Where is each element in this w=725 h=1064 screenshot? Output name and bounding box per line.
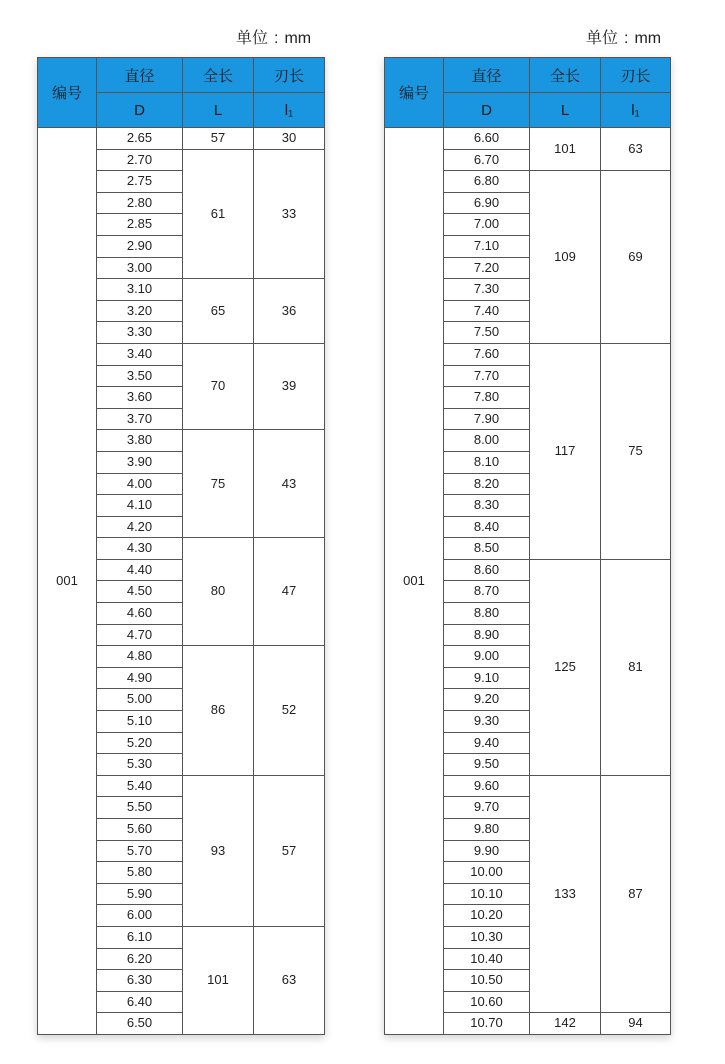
header-diameter: 直径 [97, 58, 183, 93]
diameter-cell: 9.50 [444, 754, 530, 776]
diameter-cell: 6.30 [97, 970, 183, 992]
diameter-cell: 4.10 [97, 495, 183, 517]
overall-length-cell: 133 [530, 775, 601, 1013]
diameter-cell: 9.80 [444, 819, 530, 841]
diameter-cell: 7.50 [444, 322, 530, 344]
diameter-cell: 7.00 [444, 214, 530, 236]
flute-length-cell: 87 [601, 775, 671, 1013]
diameter-cell: 3.30 [97, 322, 183, 344]
diameter-cell: 2.70 [97, 149, 183, 171]
diameter-cell: 6.70 [444, 149, 530, 171]
diameter-cell: 9.10 [444, 667, 530, 689]
diameter-cell: 7.40 [444, 300, 530, 322]
diameter-cell: 10.60 [444, 991, 530, 1013]
diameter-cell: 7.60 [444, 343, 530, 365]
overall-length-cell: 86 [183, 646, 254, 776]
diameter-cell: 3.70 [97, 408, 183, 430]
flute-length-cell: 36 [254, 279, 325, 344]
header-overall-length: 全长 [530, 58, 601, 93]
diameter-cell: 5.30 [97, 754, 183, 776]
diameter-cell: 10.20 [444, 905, 530, 927]
diameter-cell: 9.00 [444, 646, 530, 668]
diameter-cell: 9.60 [444, 775, 530, 797]
diameter-cell: 6.20 [97, 948, 183, 970]
diameter-cell: 7.20 [444, 257, 530, 279]
diameter-cell: 7.80 [444, 387, 530, 409]
unit-value: mm [634, 30, 662, 47]
diameter-cell: 3.90 [97, 451, 183, 473]
diameter-cell: 3.00 [97, 257, 183, 279]
unit-label-right [586, 28, 661, 50]
diameter-cell: 10.40 [444, 948, 530, 970]
diameter-cell: 10.30 [444, 926, 530, 948]
diameter-cell: 7.30 [444, 279, 530, 301]
diameter-cell: 6.80 [444, 171, 530, 193]
diameter-cell: 5.90 [97, 883, 183, 905]
flute-length-cell: 43 [254, 430, 325, 538]
code-cell: 001 [385, 128, 444, 1035]
overall-length-cell: 101 [183, 926, 254, 1034]
flute-length-cell: 81 [601, 559, 671, 775]
overall-length-cell: 117 [530, 343, 601, 559]
header-row-names [38, 58, 325, 93]
overall-length-cell: 61 [183, 149, 254, 279]
overall-length-cell: 75 [183, 430, 254, 538]
diameter-cell: 6.60 [444, 128, 530, 150]
header-diameter-symbol: D [444, 93, 530, 128]
flute-length-cell: 63 [601, 128, 671, 171]
diameter-cell: 5.00 [97, 689, 183, 711]
diameter-cell: 7.10 [444, 235, 530, 257]
unit-label-text: 单位 [236, 30, 269, 47]
diameter-cell: 5.70 [97, 840, 183, 862]
diameter-cell: 8.70 [444, 581, 530, 603]
diameter-cell: 3.50 [97, 365, 183, 387]
flute-length-cell: 47 [254, 538, 325, 646]
diameter-cell: 3.40 [97, 343, 183, 365]
diameter-cell: 6.40 [97, 991, 183, 1013]
diameter-cell: 5.60 [97, 819, 183, 841]
diameter-cell: 5.50 [97, 797, 183, 819]
header-flute-symbol: l₁ [601, 93, 671, 128]
diameter-cell: 8.30 [444, 495, 530, 517]
diameter-cell: 5.40 [97, 775, 183, 797]
diameter-cell: 8.00 [444, 430, 530, 452]
diameter-cell: 8.60 [444, 559, 530, 581]
unit-label-left [236, 28, 311, 50]
diameter-cell: 2.90 [97, 235, 183, 257]
overall-length-cell: 57 [183, 128, 254, 150]
table-row [38, 128, 325, 150]
diameter-cell: 2.65 [97, 128, 183, 150]
diameter-cell: 7.70 [444, 365, 530, 387]
diameter-cell: 10.10 [444, 883, 530, 905]
flute-length-cell: 57 [254, 775, 325, 926]
code-cell: 001 [38, 128, 97, 1035]
diameter-cell: 7.90 [444, 408, 530, 430]
flute-length-cell: 52 [254, 646, 325, 776]
diameter-cell: 4.50 [97, 581, 183, 603]
header-code: 编号 [385, 58, 444, 128]
header-row-names [385, 58, 671, 93]
diameter-cell: 3.60 [97, 387, 183, 409]
diameter-cell: 10.70 [444, 1013, 530, 1035]
diameter-cell: 6.00 [97, 905, 183, 927]
diameter-cell: 4.40 [97, 559, 183, 581]
header-flute-length: 刃长 [254, 58, 325, 93]
flute-length-cell: 94 [601, 1013, 671, 1035]
flute-length-cell: 75 [601, 343, 671, 559]
diameter-cell: 4.90 [97, 667, 183, 689]
diameter-cell: 6.50 [97, 1013, 183, 1035]
diameter-cell: 5.10 [97, 711, 183, 733]
diameter-cell: 8.20 [444, 473, 530, 495]
diameter-cell: 9.40 [444, 732, 530, 754]
header-diameter: 直径 [444, 58, 530, 93]
diameter-cell: 9.90 [444, 840, 530, 862]
diameter-cell: 4.70 [97, 624, 183, 646]
spec-table-right [384, 57, 671, 1035]
diameter-cell: 9.70 [444, 797, 530, 819]
overall-length-cell: 125 [530, 559, 601, 775]
flute-length-cell: 33 [254, 149, 325, 279]
diameter-cell: 8.80 [444, 603, 530, 625]
header-overall-length: 全长 [183, 58, 254, 93]
flute-length-cell: 39 [254, 343, 325, 429]
table-row [385, 128, 671, 150]
diameter-cell: 4.60 [97, 603, 183, 625]
diameter-cell: 2.80 [97, 192, 183, 214]
overall-length-cell: 101 [530, 128, 601, 171]
overall-length-cell: 93 [183, 775, 254, 926]
header-code: 编号 [38, 58, 97, 128]
diameter-cell: 4.30 [97, 538, 183, 560]
diameter-cell: 10.00 [444, 862, 530, 884]
diameter-cell: 10.50 [444, 970, 530, 992]
overall-length-cell: 142 [530, 1013, 601, 1035]
diameter-cell: 3.10 [97, 279, 183, 301]
header-flute-symbol: l₁ [254, 93, 325, 128]
flute-length-cell: 69 [601, 171, 671, 344]
unit-separator: : [274, 30, 279, 47]
overall-length-cell: 65 [183, 279, 254, 344]
diameter-cell: 6.10 [97, 926, 183, 948]
diameter-cell: 9.20 [444, 689, 530, 711]
header-flute-length: 刃长 [601, 58, 671, 93]
diameter-cell: 8.90 [444, 624, 530, 646]
diameter-cell: 8.40 [444, 516, 530, 538]
diameter-cell: 4.20 [97, 516, 183, 538]
diameter-cell: 8.10 [444, 451, 530, 473]
diameter-cell: 6.90 [444, 192, 530, 214]
header-length-symbol: L [530, 93, 601, 128]
diameter-cell: 4.80 [97, 646, 183, 668]
flute-length-cell: 63 [254, 926, 325, 1034]
diameter-cell: 8.50 [444, 538, 530, 560]
unit-value: mm [284, 30, 312, 47]
header-length-symbol: L [183, 93, 254, 128]
unit-separator: : [624, 30, 629, 47]
diameter-cell: 2.85 [97, 214, 183, 236]
diameter-cell: 5.80 [97, 862, 183, 884]
overall-length-cell: 80 [183, 538, 254, 646]
diameter-cell: 3.80 [97, 430, 183, 452]
diameter-cell: 3.20 [97, 300, 183, 322]
diameter-cell: 9.30 [444, 711, 530, 733]
diameter-cell: 5.20 [97, 732, 183, 754]
diameter-cell: 2.75 [97, 171, 183, 193]
spec-table-left [37, 57, 325, 1035]
overall-length-cell: 70 [183, 343, 254, 429]
diameter-cell: 4.00 [97, 473, 183, 495]
flute-length-cell: 30 [254, 128, 325, 150]
overall-length-cell: 109 [530, 171, 601, 344]
header-diameter-symbol: D [97, 93, 183, 128]
unit-label-text: 单位 [586, 30, 619, 47]
